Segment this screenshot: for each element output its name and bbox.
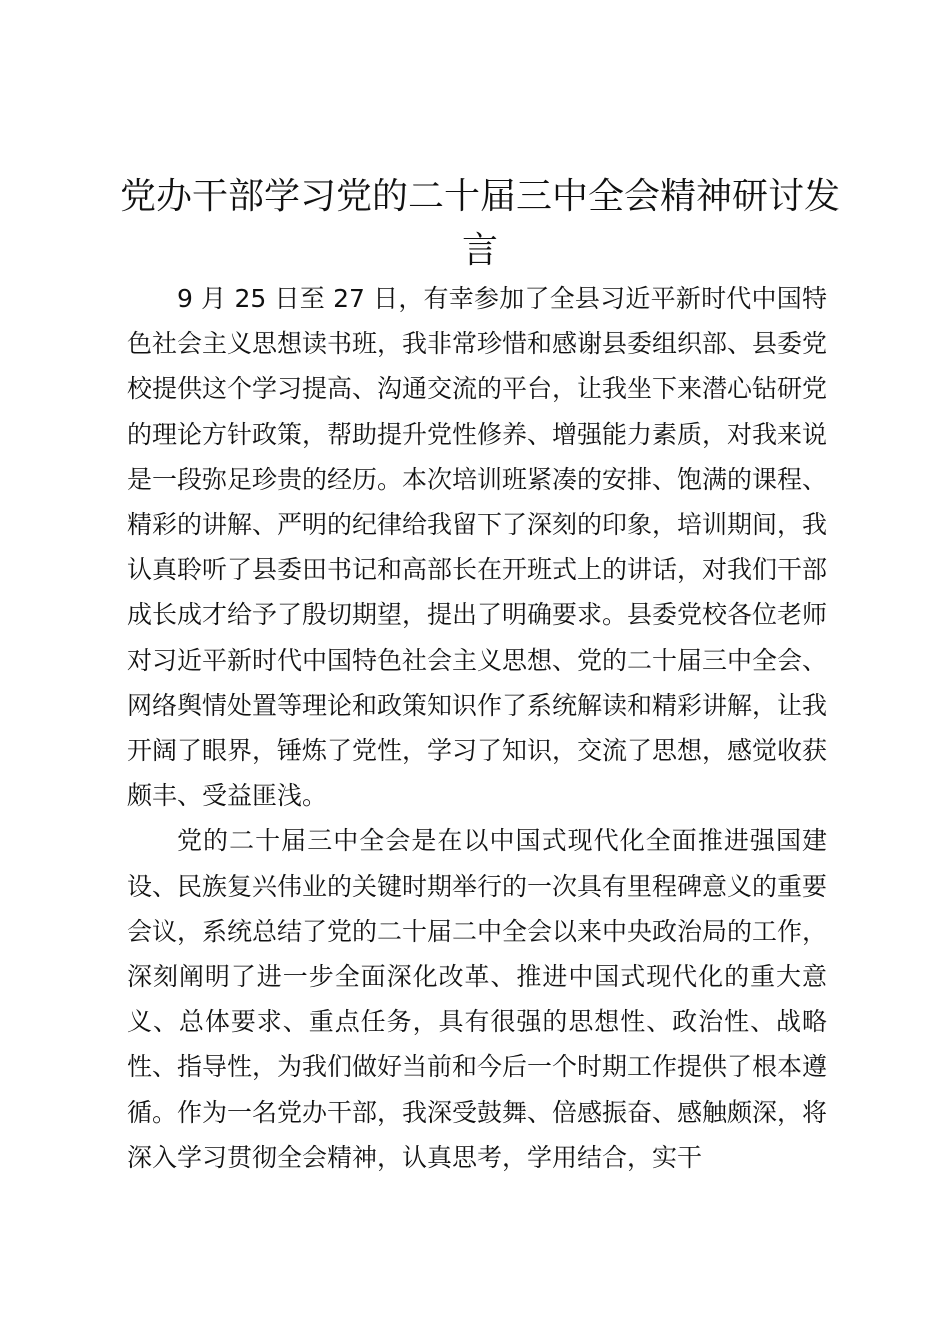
document-title: 党办干部学习党的二十届三中全会精神研讨发言 (120, 176, 841, 271)
paragraph-1: 9 月 25 日至 27 日，有幸参加了全县习近平新时代中国特色社会主义思想读书班，我非常珍惜和感谢县委组织部、县委党校提供这个学习提高、沟通交流的平台，让我坐下来潜心钻研党的理论方针政策，帮助提升党性修养、增强能力素质，对我来说是一段弥足珍贵的经历。本次培训班紧凑的安排、饱满的课程、精彩的讲解、严明的纪律给我留下了深刻的印象，培训期间，我认真聆听了县委田书记和高部长在开班式上的讲话，对我们干部成长成才给予了殷切期望，提出了明确要求。县委党校各位老师对习近平新时代中国特色社会主义思想、党的二十届三中全会、网络舆情处置等理论和政策知识作了系统解读和精彩讲解，让我开阔了眼界，锤炼了党性，学习了知识，交流了思想，感觉收获颇丰、受益匪浅。 (127, 284, 828, 811)
document-body (127, 276, 827, 1180)
paragraph-2: 党的二十届三中全会是在以中国式现代化全面推进强国建设、民族复兴伟业的关键时期举行的一次具有里程碑意义的重要会议，系统总结了党的二十届二中全会以来中央政治局的工作，深刻阐明了进一步全面深化改革、推进中国式现代化的重大意义、总体要求、重点任务，具有很强的思想性、政治性、战略性、指导性，为我们做好当前和今后一个时期工作提供了根本遵循。作为一名党办干部，我深受鼓舞、倍感振奋、感触颇深，将深入学习贯彻全会精神，认真思考，学用结合，实干 (127, 826, 828, 1172)
